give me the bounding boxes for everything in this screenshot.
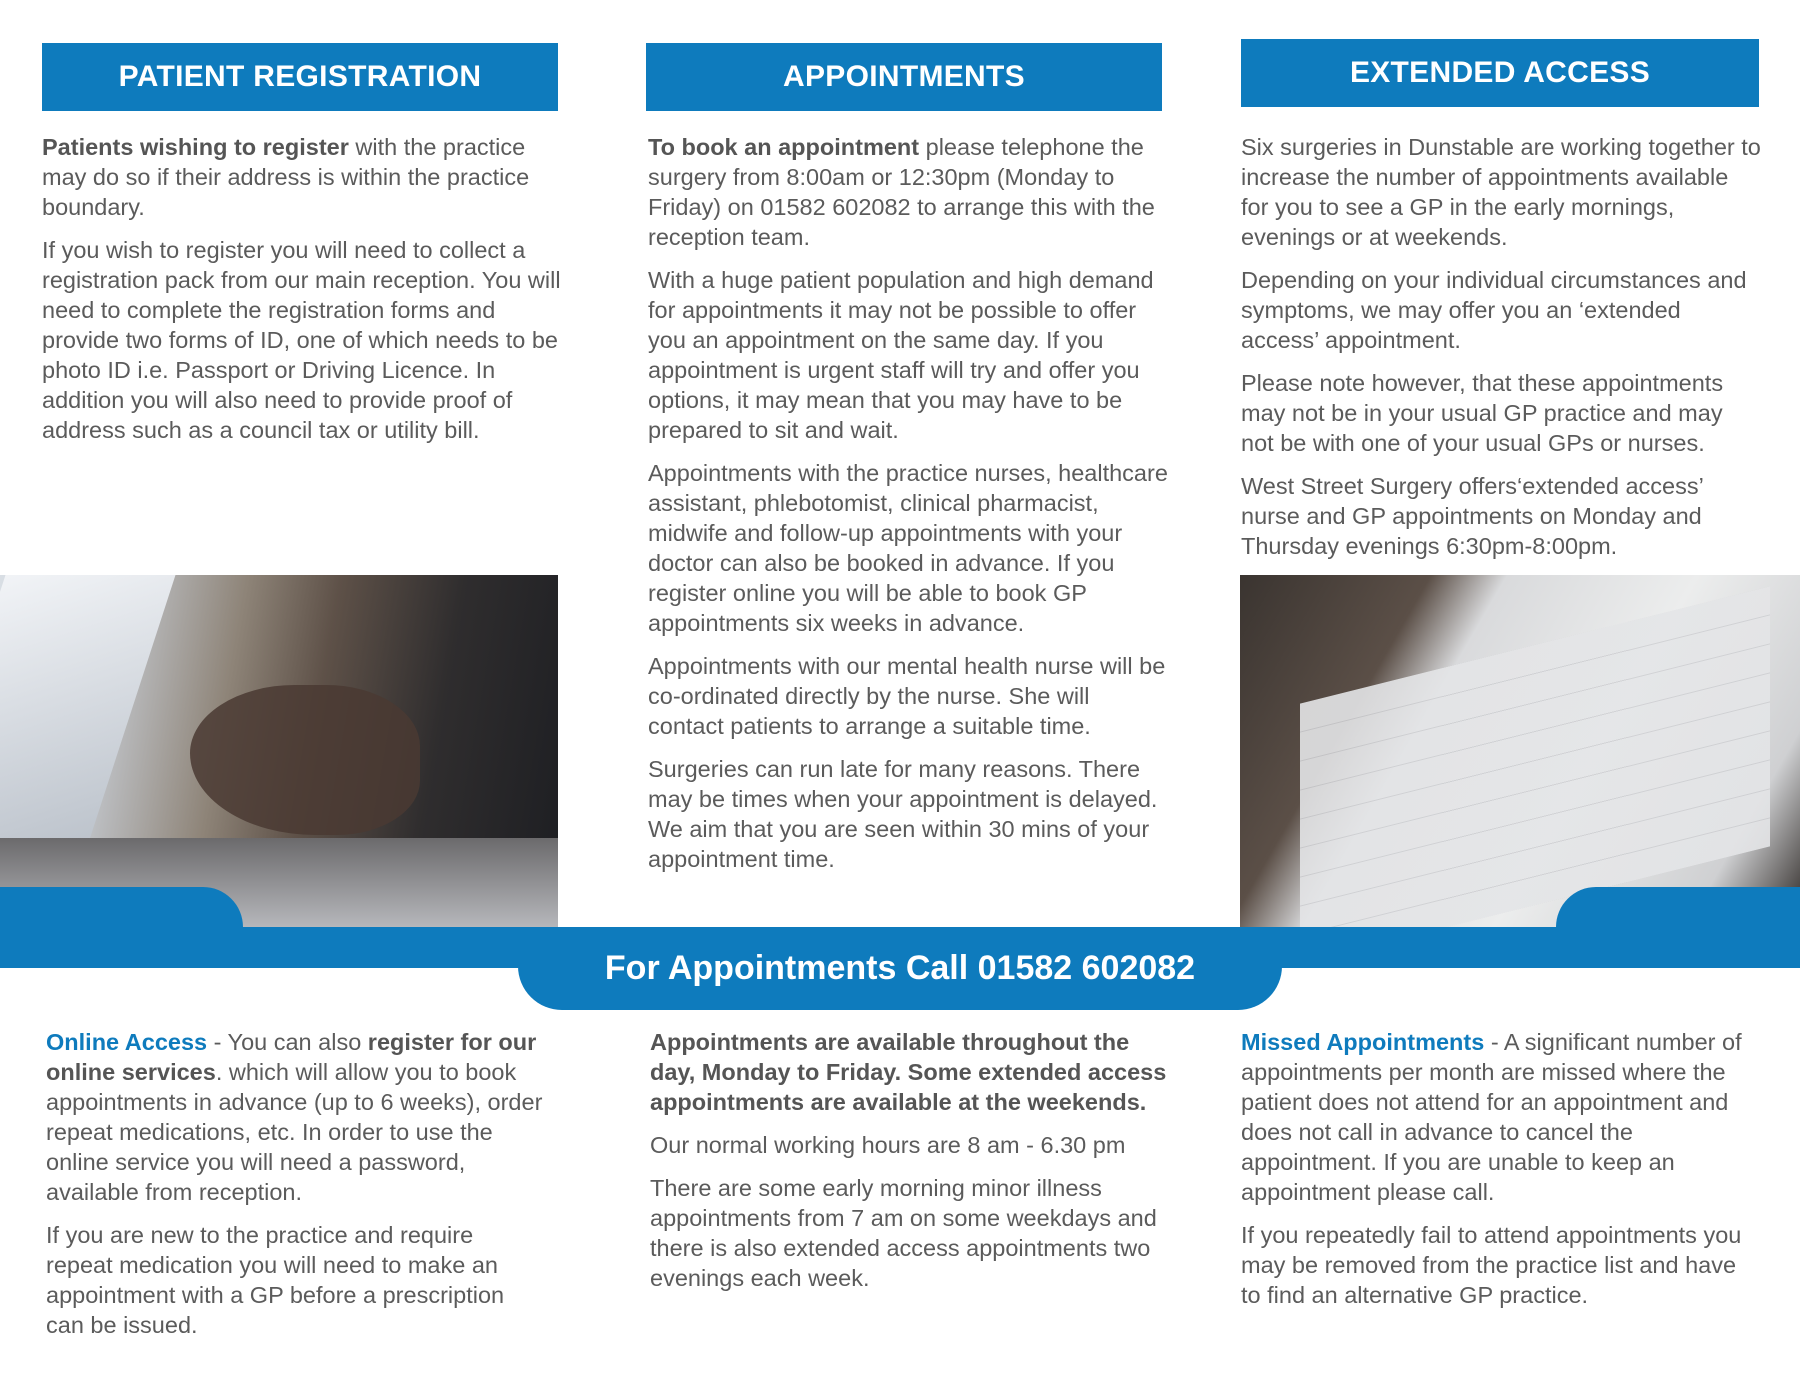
patient-registration-heading: PATIENT REGISTRATION bbox=[42, 43, 558, 111]
hours-text bbox=[650, 1027, 1170, 1306]
online-p2: If you are new to the practice and require repeat medication you will need to make an appointment with a GP before a prescription can be issued. bbox=[46, 1222, 505, 1338]
extended-access-heading: EXTENDED ACCESS bbox=[1241, 39, 1759, 107]
hours-bold: Appointments are available throughout the day, Monday to Friday. Some extended access appointments are available at the weekends. bbox=[650, 1029, 1167, 1115]
appointments-call-banner: For Appointments Call 01582 602082 bbox=[518, 927, 1282, 1010]
online-services-bold: register for our online services bbox=[46, 1029, 537, 1085]
laptop-typing-photo bbox=[0, 575, 558, 928]
appointments-lead: To book an appointment bbox=[648, 134, 920, 160]
planner-book-photo bbox=[1240, 575, 1800, 928]
registration-p2: If you wish to register you will need to collect a registration pack from our main reception. You will need to complete the registration forms and provide two forms of ID, one of which needs to be photo ID i.e. Passport or Driving Licence. In addition you will also need to provide proof of address such as a council tax or utility bill. bbox=[42, 237, 561, 443]
appointments-p4: Appointments with our mental health nurse will be co-ordinated directly by the nurse. She will contact patients to arrange a suitable time. bbox=[648, 653, 1166, 739]
missed-appointments-text bbox=[1241, 1027, 1761, 1323]
online-t2: . which will allow you to book appointments in advance (up to 6 weeks), order repeat medications, etc. In order to use the online service you will need a password, available from reception. bbox=[46, 1059, 543, 1205]
missed-t1: - A significant number of appointments per month are missed where the patient does not attend for an appointment and does not call in advance to cancel the appointment. If you are unable to keep an appointment please call. bbox=[1241, 1029, 1742, 1205]
appointments-heading: APPOINTMENTS bbox=[646, 43, 1162, 111]
appointments-p3: Appointments with the practice nurses, healthcare assistant, phlebotomist, clinical pharmacist, midwife and follow-up appointments with your doctor can also be booked in advance. If you register online you will be able to book GP appointments six weeks in advance. bbox=[648, 460, 1168, 636]
missed-appointments-label: Missed Appointments bbox=[1241, 1029, 1485, 1055]
extended-text bbox=[1241, 132, 1761, 574]
online-access-text bbox=[46, 1027, 546, 1353]
online-access-label: Online Access bbox=[46, 1029, 208, 1055]
registration-p1: with the practice may do so if their address is within the practice boundary. bbox=[42, 134, 530, 220]
decorative-tab-left bbox=[0, 887, 243, 932]
appointments-p2: With a huge patient population and high demand for appointments it may not be possible to offer you an appointment on the same day. If you appointment is urgent staff will try and offer you options, it may mean that you may have to be prepared to sit and wait. bbox=[648, 267, 1154, 443]
extended-p2: Depending on your individual circumstances and symptoms, we may offer you an ‘extended access’ appointment. bbox=[1241, 267, 1747, 353]
appointments-p5: Surgeries can run late for many reasons. There may be times when your appointment is delayed. We aim that you are seen within 30 mins of your appointment time. bbox=[648, 756, 1158, 872]
missed-p2: If you repeatedly fail to attend appointments you may be removed from the practice list and have to find an alternative GP practice. bbox=[1241, 1222, 1742, 1308]
registration-text bbox=[42, 132, 562, 458]
hours-p2: Our normal working hours are 8 am - 6.30 pm bbox=[650, 1132, 1126, 1158]
hours-p3: There are some early morning minor illness appointments from 7 am on some weekdays and there is also extended access appointments two evenings each week. bbox=[650, 1175, 1157, 1291]
extended-p3: Please note however, that these appointments may not be in your usual GP practice and may not be with one of your usual GPs or nurses. bbox=[1241, 370, 1724, 456]
appointments-p1: please telephone the surgery from 8:00am or 12:30pm (Monday to Friday) on 01582 602082 to arrange this with the reception team. bbox=[648, 134, 1155, 250]
appointments-text bbox=[648, 132, 1168, 887]
registration-lead: Patients wishing to register bbox=[42, 134, 349, 160]
decorative-tab-right bbox=[1556, 887, 1800, 932]
extended-p4: West Street Surgery offers‘extended access’ nurse and GP appointments on Monday and Thursday evenings 6:30pm-8:00pm. bbox=[1241, 473, 1703, 559]
extended-p1: Six surgeries in Dunstable are working together to increase the number of appointments available for you to see a GP in the early mornings, evenings or at weekends. bbox=[1241, 134, 1761, 250]
online-t1: - You can also bbox=[207, 1029, 368, 1055]
